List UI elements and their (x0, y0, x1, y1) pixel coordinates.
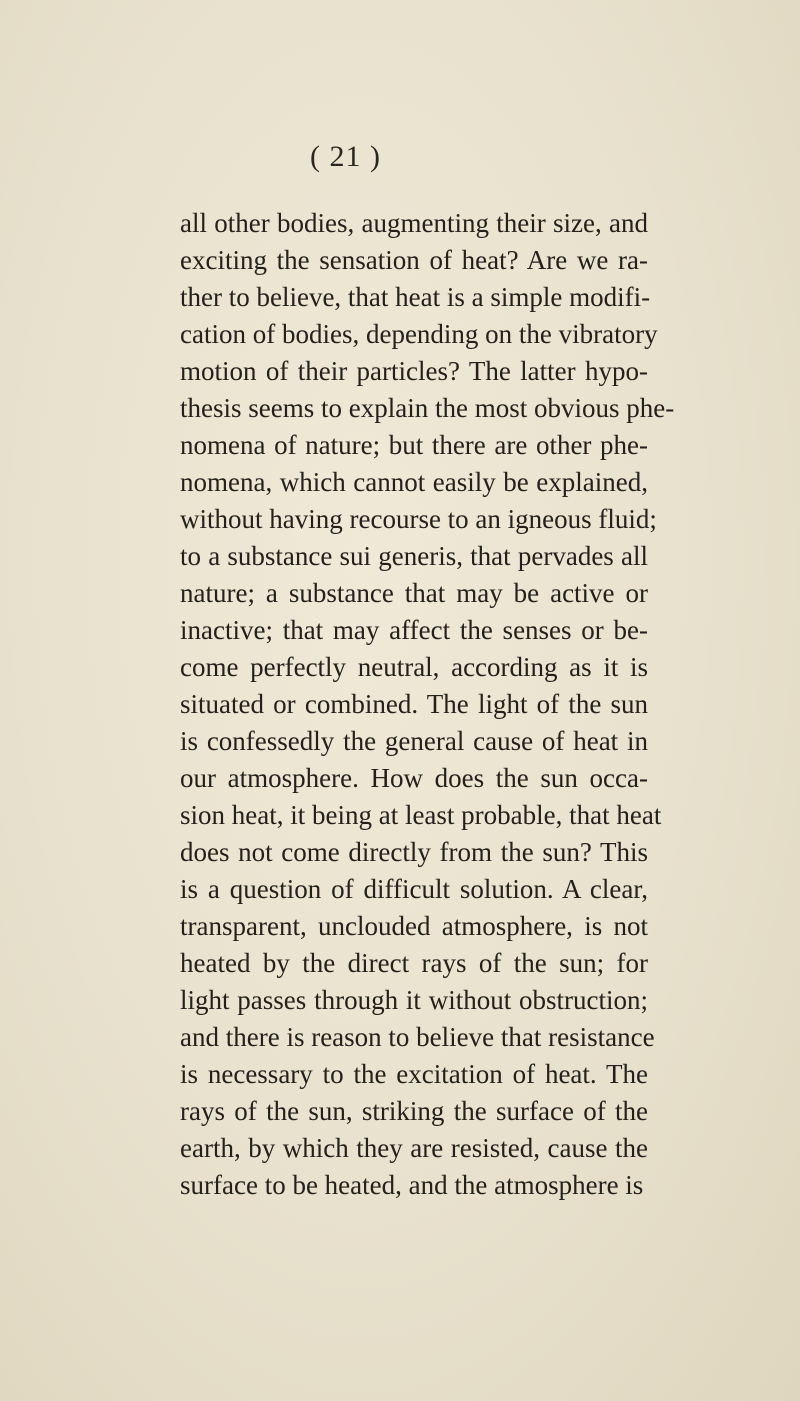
text-line: earth, by which they are resisted, cause the (180, 1133, 648, 1163)
text-line: rays of the sun, striking the surface of the (180, 1096, 648, 1126)
text-line: exciting the sensation of heat? Are we ra- (180, 245, 648, 275)
text-line: come perfectly neutral, according as it is (180, 652, 648, 682)
text-line: light passes through it without obstruction; (180, 985, 648, 1015)
text-line: to a substance sui generis, that pervades all (180, 541, 648, 571)
text-line: ther to believe, that heat is a simple modifi- (180, 282, 651, 312)
text-line: without having recourse to an igneous fluid; (180, 504, 657, 534)
text-line: heated by the direct rays of the sun; for (180, 948, 648, 978)
page-number: ( 21 ) (310, 140, 381, 173)
text-line: thesis seems to explain the most obvious phe- (180, 393, 675, 423)
text-line: our atmosphere. How does the sun occa- (180, 763, 648, 793)
body-text (180, 205, 675, 1204)
text-line: is necessary to the excitation of heat. The (180, 1059, 648, 1089)
text-line: does not come directly from the sun? This (180, 837, 648, 867)
text-line: motion of their particles? The latter hypo- (180, 356, 648, 386)
text-line: nomena of nature; but there are other phe- (180, 430, 648, 460)
text-line: nomena, which cannot easily be explained, (180, 467, 648, 497)
text-line: is a question of difficult solution. A clear, (180, 874, 648, 904)
text-line: is confessedly the general cause of heat in (180, 726, 648, 756)
text-line: and there is reason to believe that resistance (180, 1022, 655, 1052)
text-line: situated or combined. The light of the sun (180, 689, 648, 719)
text-line: cation of bodies, depending on the vibratory (180, 319, 658, 349)
text-line: transparent, unclouded atmosphere, is not (180, 911, 648, 941)
text-line: surface to be heated, and the atmosphere is (180, 1170, 644, 1200)
text-line: inactive; that may affect the senses or be- (180, 615, 648, 645)
text-line: nature; a substance that may be active or (180, 578, 648, 608)
text-line: sion heat, it being at least probable, that heat (180, 800, 662, 830)
text-line: all other bodies, augmenting their size, and (180, 208, 648, 238)
